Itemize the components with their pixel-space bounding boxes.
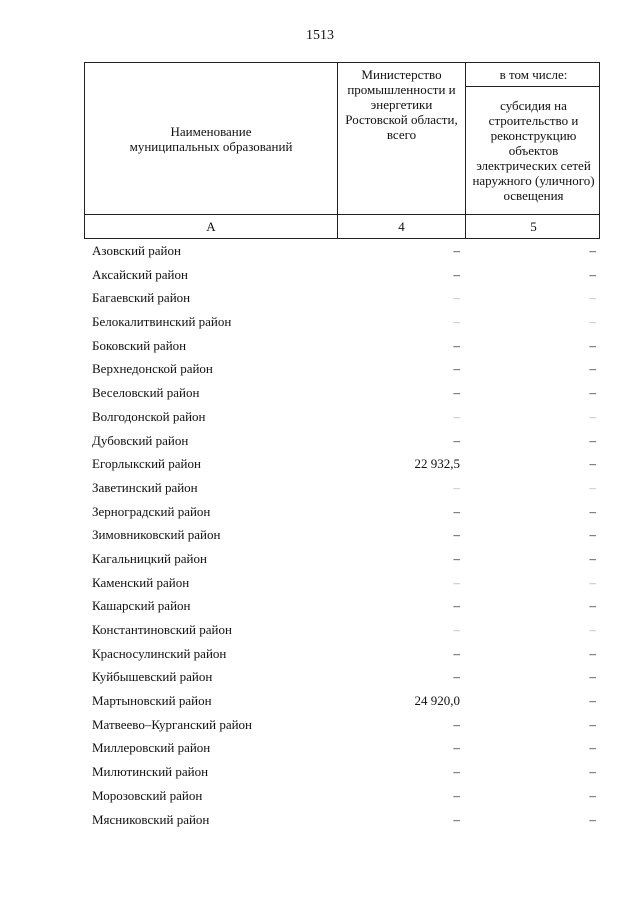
table-row <box>84 666 600 690</box>
subsidy-value: – <box>589 456 596 472</box>
district-name: Верхнедонской район <box>92 361 213 377</box>
header-col-name: Наименование муниципальных образований <box>129 123 293 154</box>
table-row <box>84 287 600 311</box>
district-name: Кашарский район <box>92 598 191 614</box>
district-name: Багаевский район <box>92 290 191 306</box>
ministry-total-value: – <box>453 290 460 306</box>
district-name: Зерноградский район <box>92 503 211 519</box>
table-row <box>84 358 600 382</box>
district-name: Зимовниковский район <box>92 527 221 543</box>
table-row <box>84 643 600 667</box>
table-row <box>84 406 600 430</box>
table-row <box>84 714 600 738</box>
ministry-total-value: 24 920,0 <box>414 693 460 709</box>
district-name: Кагальницкий район <box>92 550 207 566</box>
table-row <box>84 382 600 406</box>
subsidy-value: – <box>589 243 596 258</box>
subsidy-value: – <box>589 787 596 803</box>
table-row <box>84 809 600 833</box>
subsidy-value: – <box>589 622 596 637</box>
subsidy-value: – <box>589 337 596 353</box>
ministry-total-value: – <box>453 408 460 424</box>
table-row <box>84 737 600 761</box>
district-name: Белокалитвинский район <box>92 314 232 330</box>
ministry-total-value: – <box>453 669 460 685</box>
district-name: Азовский район <box>92 243 181 258</box>
ministry-total-value: – <box>453 479 460 495</box>
ministry-total-value: – <box>453 622 460 637</box>
ministry-total-value: – <box>453 361 460 377</box>
district-name: Матвеево–Курганский район <box>92 716 253 732</box>
table-row <box>84 572 600 596</box>
district-name: Красносулинский район <box>92 645 227 661</box>
table-header <box>84 62 600 239</box>
table-row <box>84 430 600 454</box>
district-name: Дубовский район <box>92 432 189 448</box>
subsidy-value: – <box>589 693 596 709</box>
ministry-total-value: – <box>453 787 460 803</box>
ministry-total-value: – <box>453 337 460 353</box>
table-row <box>84 595 600 619</box>
ministry-total-value: – <box>453 764 460 780</box>
district-name: Боковский район <box>92 337 187 353</box>
table-row <box>84 548 600 572</box>
subsidy-value: – <box>589 716 596 732</box>
ministry-total-value: – <box>453 574 460 590</box>
ministry-total-value: – <box>453 645 460 661</box>
district-name: Мартыновский район <box>92 693 212 709</box>
header-col-5: субсидия на строительство и реконструкцию объектов электрических сетей наружного (уличного) освещения <box>472 98 595 203</box>
table-row <box>84 477 600 501</box>
ministry-total-value: 22 932,5 <box>414 456 460 472</box>
ministry-total-value: – <box>453 385 460 401</box>
ministry-total-value: – <box>453 527 460 543</box>
subsidy-value: – <box>589 314 596 330</box>
district-name: Морозовский район <box>92 787 203 803</box>
table-row <box>84 453 600 477</box>
table-row <box>84 240 600 264</box>
subsidy-value: – <box>589 361 596 377</box>
ministry-total-value: – <box>453 432 460 448</box>
header-col-4: Министерство промышленности и энергетики Ростовской области, всего <box>345 67 458 142</box>
district-name: Мясниковский район <box>92 811 210 827</box>
ministry-total-value: – <box>453 716 460 732</box>
table-row <box>84 264 600 288</box>
table-body <box>84 240 600 832</box>
district-name: Миллеровский район <box>92 740 211 756</box>
ministry-total-value: – <box>453 598 460 614</box>
subsidy-value: – <box>589 550 596 566</box>
ministry-total-value: – <box>453 740 460 756</box>
subsidy-value: – <box>589 527 596 543</box>
subsidy-value: – <box>589 740 596 756</box>
subsidy-value: – <box>589 669 596 685</box>
district-name: Заветинский район <box>92 479 198 495</box>
ministry-total-value: – <box>453 243 460 258</box>
subsidy-value: – <box>589 290 596 306</box>
header-index-5: 5 <box>530 219 537 234</box>
subsidy-value: – <box>589 503 596 519</box>
table-row <box>84 501 600 525</box>
district-name: Веселовский район <box>92 385 200 401</box>
subsidy-value: – <box>589 645 596 661</box>
subsidy-value: – <box>589 432 596 448</box>
table-row <box>84 619 600 643</box>
district-name: Константиновский район <box>92 622 232 637</box>
table-row <box>84 761 600 785</box>
subsidy-value: – <box>589 408 596 424</box>
table-row <box>84 335 600 359</box>
subsidy-value: – <box>589 385 596 401</box>
district-name: Каменский район <box>92 574 190 590</box>
district-name: Волгодонской район <box>92 408 206 424</box>
subsidy-value: – <box>589 764 596 780</box>
header-col-group: в том числе: <box>499 67 568 82</box>
header-index-a: А <box>206 219 216 234</box>
ministry-total-value: – <box>453 503 460 519</box>
header-index-4: 4 <box>398 219 405 234</box>
ministry-total-value: – <box>453 550 460 566</box>
subsidy-value: – <box>589 479 596 495</box>
table-row <box>84 524 600 548</box>
ministry-total-value: – <box>453 314 460 330</box>
subsidy-value: – <box>589 574 596 590</box>
table-row <box>84 690 600 714</box>
ministry-total-value: – <box>453 811 460 827</box>
district-name: Куйбышевский район <box>92 669 213 685</box>
table-row <box>84 785 600 809</box>
table-row <box>84 311 600 335</box>
subsidy-value: – <box>589 811 596 827</box>
page-number: 1513 <box>306 28 334 43</box>
district-name: Милютинский район <box>92 764 209 780</box>
subsidy-value: – <box>589 598 596 614</box>
ministry-total-value: – <box>453 266 460 282</box>
district-name: Аксайский район <box>92 266 188 282</box>
subsidy-value: – <box>589 266 596 282</box>
district-name: Егорлыкский район <box>92 456 201 472</box>
